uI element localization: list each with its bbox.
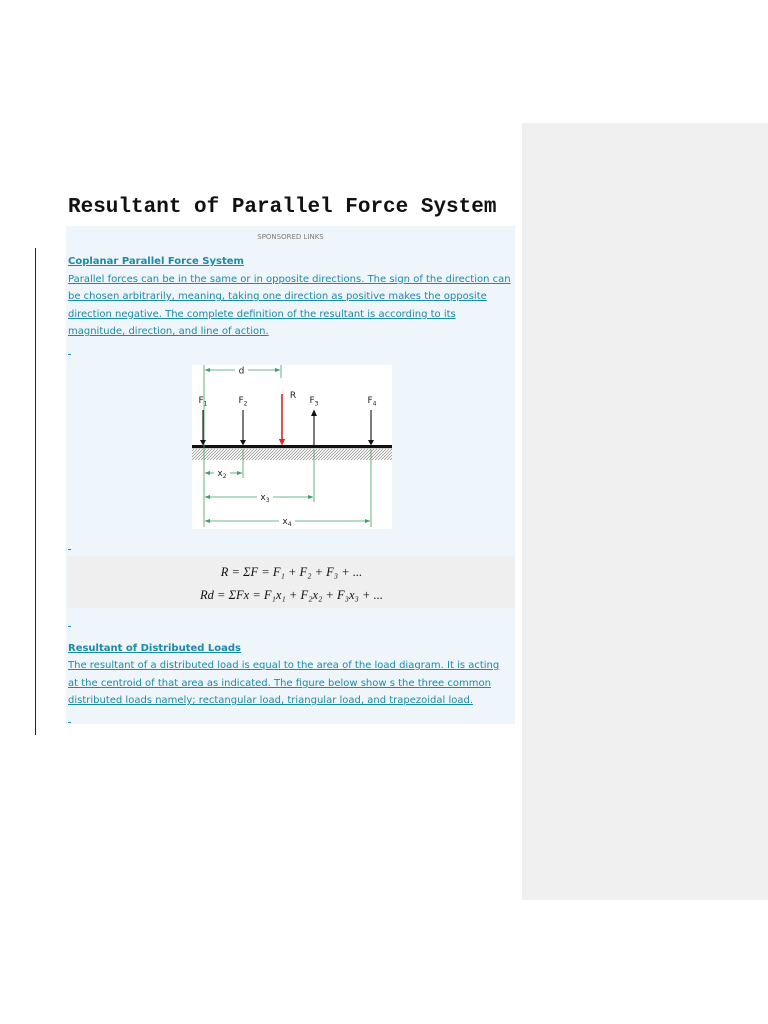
distance-x3-subscript: 3 bbox=[265, 497, 270, 504]
distance-x2-symbol: x bbox=[217, 469, 223, 479]
distance-x4-symbol: x bbox=[282, 517, 288, 527]
empty-link-marker bbox=[68, 722, 71, 723]
force-f2-subscript: 2 bbox=[243, 400, 248, 408]
paragraph-line[interactable]: magnitude, direction, and line of action. bbox=[68, 326, 269, 337]
beam bbox=[192, 445, 392, 448]
comment-pane bbox=[522, 123, 768, 900]
distance-x3-symbol: x bbox=[260, 493, 266, 503]
sponsored-links-label: SPONSORED LINKS bbox=[257, 233, 324, 241]
force-f1-subscript: 1 bbox=[203, 400, 208, 408]
distance-label-d: d bbox=[238, 366, 245, 377]
force-f3-subscript: 3 bbox=[314, 400, 319, 408]
empty-link-marker bbox=[68, 549, 71, 550]
section-paragraph-distributed-loads bbox=[68, 657, 499, 710]
paragraph-line[interactable]: be chosen arbitrarily, meaning, taking one direction as positive makes the opposite bbox=[68, 291, 487, 302]
equation-resultant-force: R = ΣF = F₁ + F₂ + F₃ + ... bbox=[220, 565, 363, 579]
paragraph-line[interactable]: The resultant of a distributed load is equal to the area of the load diagram. It is acting bbox=[68, 660, 500, 671]
parallel-force-diagram bbox=[192, 365, 392, 529]
equation-resultant-moment: Rd = ΣFx = F₁x₁ + F₂x₂ + F₃x₃ + ... bbox=[200, 588, 383, 602]
force-f3-symbol: F bbox=[309, 396, 315, 406]
paragraph-line[interactable]: direction negative. The complete definition of the resultant is according to its bbox=[68, 308, 456, 320]
force-f2-symbol: F bbox=[238, 396, 244, 406]
resultant-label: R bbox=[289, 391, 297, 401]
force-f4-symbol: F bbox=[367, 396, 373, 406]
distance-x2-subscript: 2 bbox=[222, 473, 227, 480]
equation-block bbox=[68, 556, 515, 608]
document-title: Resultant of Parallel Force System bbox=[68, 196, 497, 219]
force-f1-symbol: F bbox=[198, 396, 204, 406]
force-f4-subscript: 4 bbox=[372, 400, 377, 408]
paragraph-line[interactable]: distributed loads namely; rectangular load, triangular load, and trapezoidal load. bbox=[68, 695, 474, 706]
distance-x4-subscript: 4 bbox=[287, 521, 292, 528]
paragraph-line[interactable]: Parallel forces can be in the same or in opposite directions. The sign of the direction can bbox=[68, 273, 511, 285]
section-heading-distributed-loads[interactable]: Resultant of Distributed Loads bbox=[68, 643, 241, 654]
section-heading-coplanar[interactable]: Coplanar Parallel Force System bbox=[68, 256, 244, 267]
paragraph-line[interactable]: at the centroid of that area as indicated. The figure below show s the three common bbox=[68, 677, 491, 689]
empty-link-marker bbox=[68, 626, 71, 627]
section-paragraph-coplanar bbox=[68, 271, 511, 341]
empty-link-marker bbox=[68, 354, 71, 355]
change-bar bbox=[35, 248, 36, 735]
